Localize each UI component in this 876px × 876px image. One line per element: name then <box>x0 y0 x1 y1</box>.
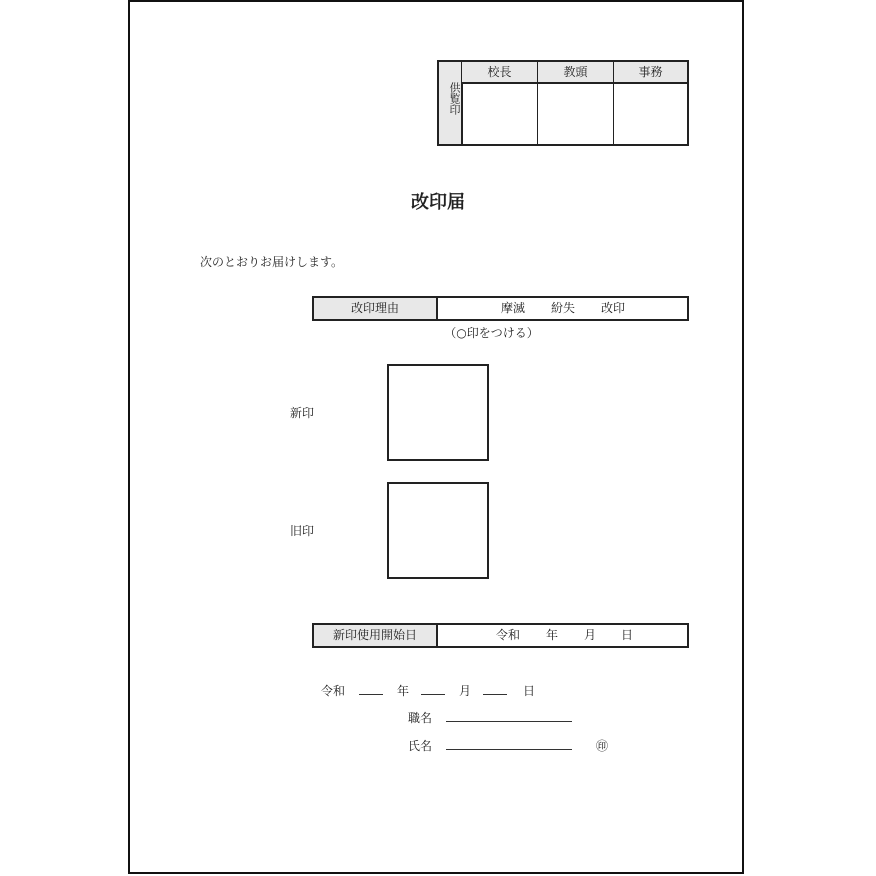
job-title-label: 職名 <box>408 711 433 725</box>
reason-option-wear[interactable]: 摩滅 <box>501 301 526 315</box>
signature-era: 令和 <box>321 684 346 698</box>
start-date-label: 新印使用開始日 <box>314 625 438 646</box>
month-blank-line[interactable] <box>421 694 445 695</box>
signature-day: 日 <box>523 684 536 698</box>
approval-column-office <box>613 62 687 144</box>
old-seal-box[interactable] <box>387 482 489 579</box>
approval-side-label: 供覧印 <box>448 82 461 115</box>
approval-header-office: 事務 <box>614 62 687 84</box>
signature-year: 年 <box>397 684 410 698</box>
reason-option-lost[interactable]: 紛失 <box>551 301 576 315</box>
name-label: 氏名 <box>408 739 433 753</box>
intro-text: 次のとおりお届けします。 <box>200 255 344 269</box>
approval-header-principal: 校長 <box>462 62 537 84</box>
start-date-month: 月 <box>584 628 597 642</box>
approval-side-cell <box>439 62 463 144</box>
seal-mark-icon: ㊞ <box>596 739 609 753</box>
approval-column-principal <box>461 62 537 144</box>
reason-label: 改印理由 <box>314 298 438 319</box>
year-blank-line[interactable] <box>359 694 383 695</box>
approval-column-vice-principal <box>537 62 613 144</box>
reason-options <box>438 298 687 319</box>
approval-stamp-table <box>437 60 689 146</box>
name-line[interactable] <box>446 749 572 750</box>
start-date-year: 年 <box>546 628 559 642</box>
reason-row <box>312 296 689 321</box>
reason-note: （○印をつける） <box>444 326 539 340</box>
start-date-row <box>312 623 689 648</box>
old-seal-label: 旧印 <box>290 524 315 538</box>
new-seal-box[interactable] <box>387 364 489 461</box>
start-date-day: 日 <box>621 628 634 642</box>
start-date-era: 令和 <box>496 628 521 642</box>
signature-month: 月 <box>459 684 472 698</box>
start-date-value <box>438 625 687 646</box>
day-blank-line[interactable] <box>483 694 507 695</box>
reason-option-change[interactable]: 改印 <box>601 301 626 315</box>
approval-header-vice-principal: 教頭 <box>538 62 613 84</box>
document-title: 改印届 <box>411 192 465 213</box>
job-title-line[interactable] <box>446 721 572 722</box>
new-seal-label: 新印 <box>290 406 315 420</box>
